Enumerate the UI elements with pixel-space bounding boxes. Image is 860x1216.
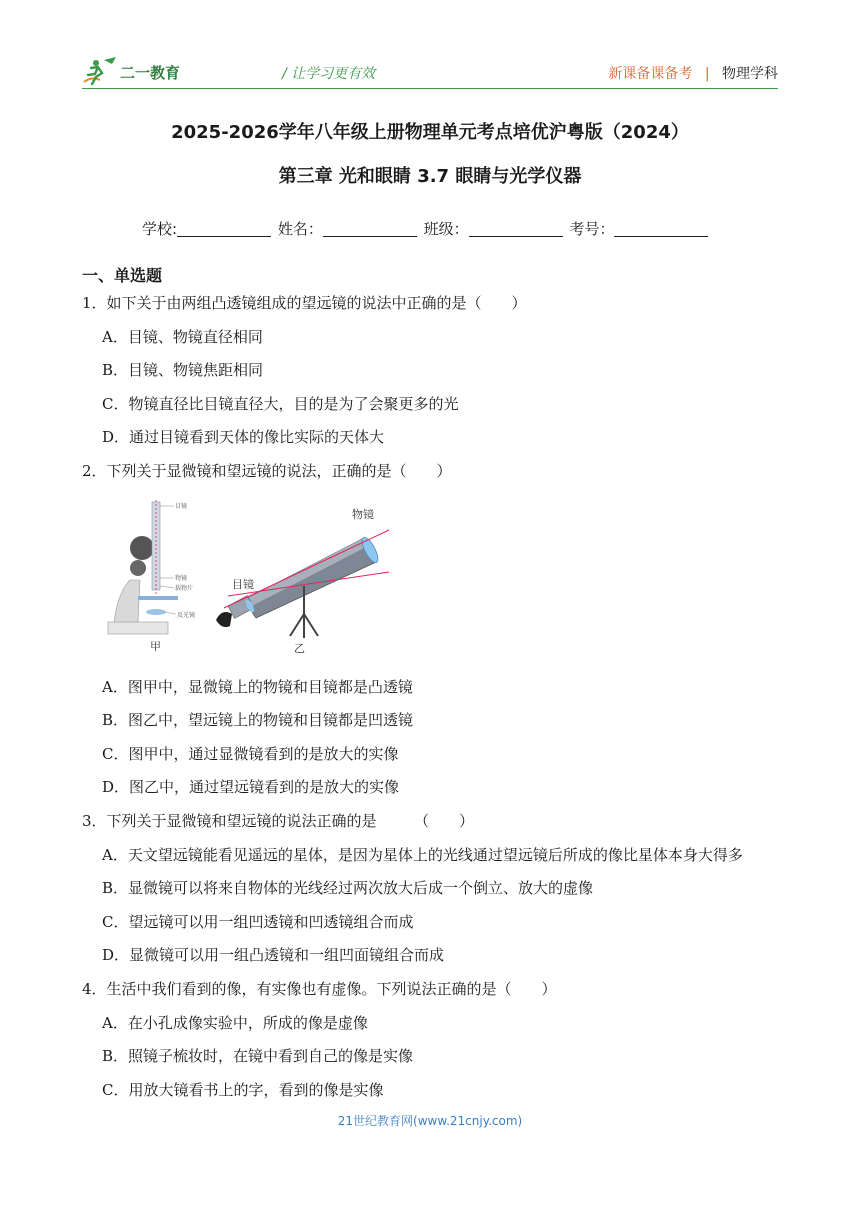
- telescope-illustration: [216, 507, 389, 655]
- header-separator: |: [704, 66, 710, 82]
- class-field[interactable]: [469, 221, 563, 237]
- microscope-telescope-figure: [104, 496, 400, 656]
- question-4-option-c: C．用放大镜看书上的字，看到的像是实像: [102, 1081, 384, 1099]
- mic-eyepiece-label: 目镜: [175, 503, 188, 510]
- telescope-caption: 乙: [294, 642, 305, 655]
- section-heading: 一、单选题: [82, 266, 163, 285]
- name-field[interactable]: [323, 221, 417, 237]
- header-divider: [82, 88, 778, 89]
- eyepiece-label: 目镜: [232, 578, 254, 591]
- question-3-option-d: D．显微镜可以用一组凸透镜和一组凹面镜组合而成: [102, 946, 445, 964]
- mic-slide-label: 载物片: [175, 585, 194, 592]
- student-info-row: [142, 218, 710, 239]
- page-footer[interactable]: 21世纪教育网(www.21cnjy.com): [337, 1114, 523, 1128]
- number-label: 考号：: [569, 220, 615, 238]
- question-2-option-a: A．图甲中，显微镜上的物镜和目镜都是凸透镜: [102, 678, 413, 696]
- logo-text: 二一教育: [120, 64, 181, 82]
- question-3-option-b: B．显微镜可以将来自物体的光线经过两次放大后成一个倒立、放大的虚像: [102, 879, 594, 897]
- question-3-option-a: A．天文望远镜能看见遥远的星体，是因为星体上的光线通过望远镜后所成的像比星体本身大得多: [102, 846, 743, 864]
- question-4-stem: 4．生活中我们看到的像，有实像也有虚像。下列说法正确的是（ ）: [82, 980, 557, 998]
- question-4-option-b: B．照镜子梳妆时，在镜中看到自己的像是实像: [102, 1047, 414, 1065]
- class-label: 班级：: [423, 220, 469, 238]
- header-right: [608, 63, 778, 83]
- mic-mirror-label: 反光镜: [177, 612, 196, 619]
- school-label: 学校:: [142, 220, 178, 238]
- question-1-stem: 1．如下关于由两组凸透镜组成的望远镜的说法中正确的是（ ）: [82, 294, 527, 312]
- question-3-stem: 3．下列关于显微镜和望远镜的说法正确的是 （ ）: [82, 812, 475, 830]
- question-2-stem: 2．下列关于显微镜和望远镜的说法，正确的是（ ）: [82, 462, 452, 480]
- question-1-option-a: A．目镜、物镜直径相同: [102, 328, 263, 346]
- microscope-illustration: [108, 500, 195, 653]
- question-1-option-b: B．目镜、物镜焦距相同: [102, 361, 264, 379]
- microscope-caption: 甲: [150, 640, 161, 653]
- page-subtitle: 第三章 光和眼睛 3.7 眼睛与光学仪器: [278, 166, 582, 187]
- question-1-option-d: D．通过目镜看到天体的像比实际的天体大: [102, 428, 385, 446]
- question-1-option-c: C．物镜直径比目镜直径大，目的是为了会聚更多的光: [102, 395, 459, 413]
- header-accent: 新课备课备考: [608, 66, 693, 82]
- question-2-option-b: B．图乙中，望远镜上的物镜和目镜都是凹透镜: [102, 711, 414, 729]
- page-title: 2025-2026学年八年级上册物理单元考点培优沪粤版（2024）: [171, 122, 689, 143]
- school-field[interactable]: [177, 221, 271, 237]
- mic-objective-label: 物镜: [175, 575, 188, 582]
- objective-label: 物镜: [352, 508, 374, 521]
- page-header: [82, 54, 778, 90]
- logo: [82, 56, 192, 88]
- header-subject: 物理学科: [722, 66, 778, 82]
- slogan: / 让学习更有效: [282, 66, 376, 82]
- number-field[interactable]: [614, 221, 708, 237]
- name-label: 姓名：: [277, 220, 323, 238]
- question-2-option-c: C．图甲中，通过显微镜看到的是放大的实像: [102, 745, 399, 763]
- question-3-option-c: C．望远镜可以用一组凹透镜和凹透镜组合而成: [102, 913, 414, 931]
- question-2-option-d: D．图乙中，通过望远镜看到的是放大的实像: [102, 778, 400, 796]
- question-4-option-a: A．在小孔成像实验中，所成的像是虚像: [102, 1014, 368, 1032]
